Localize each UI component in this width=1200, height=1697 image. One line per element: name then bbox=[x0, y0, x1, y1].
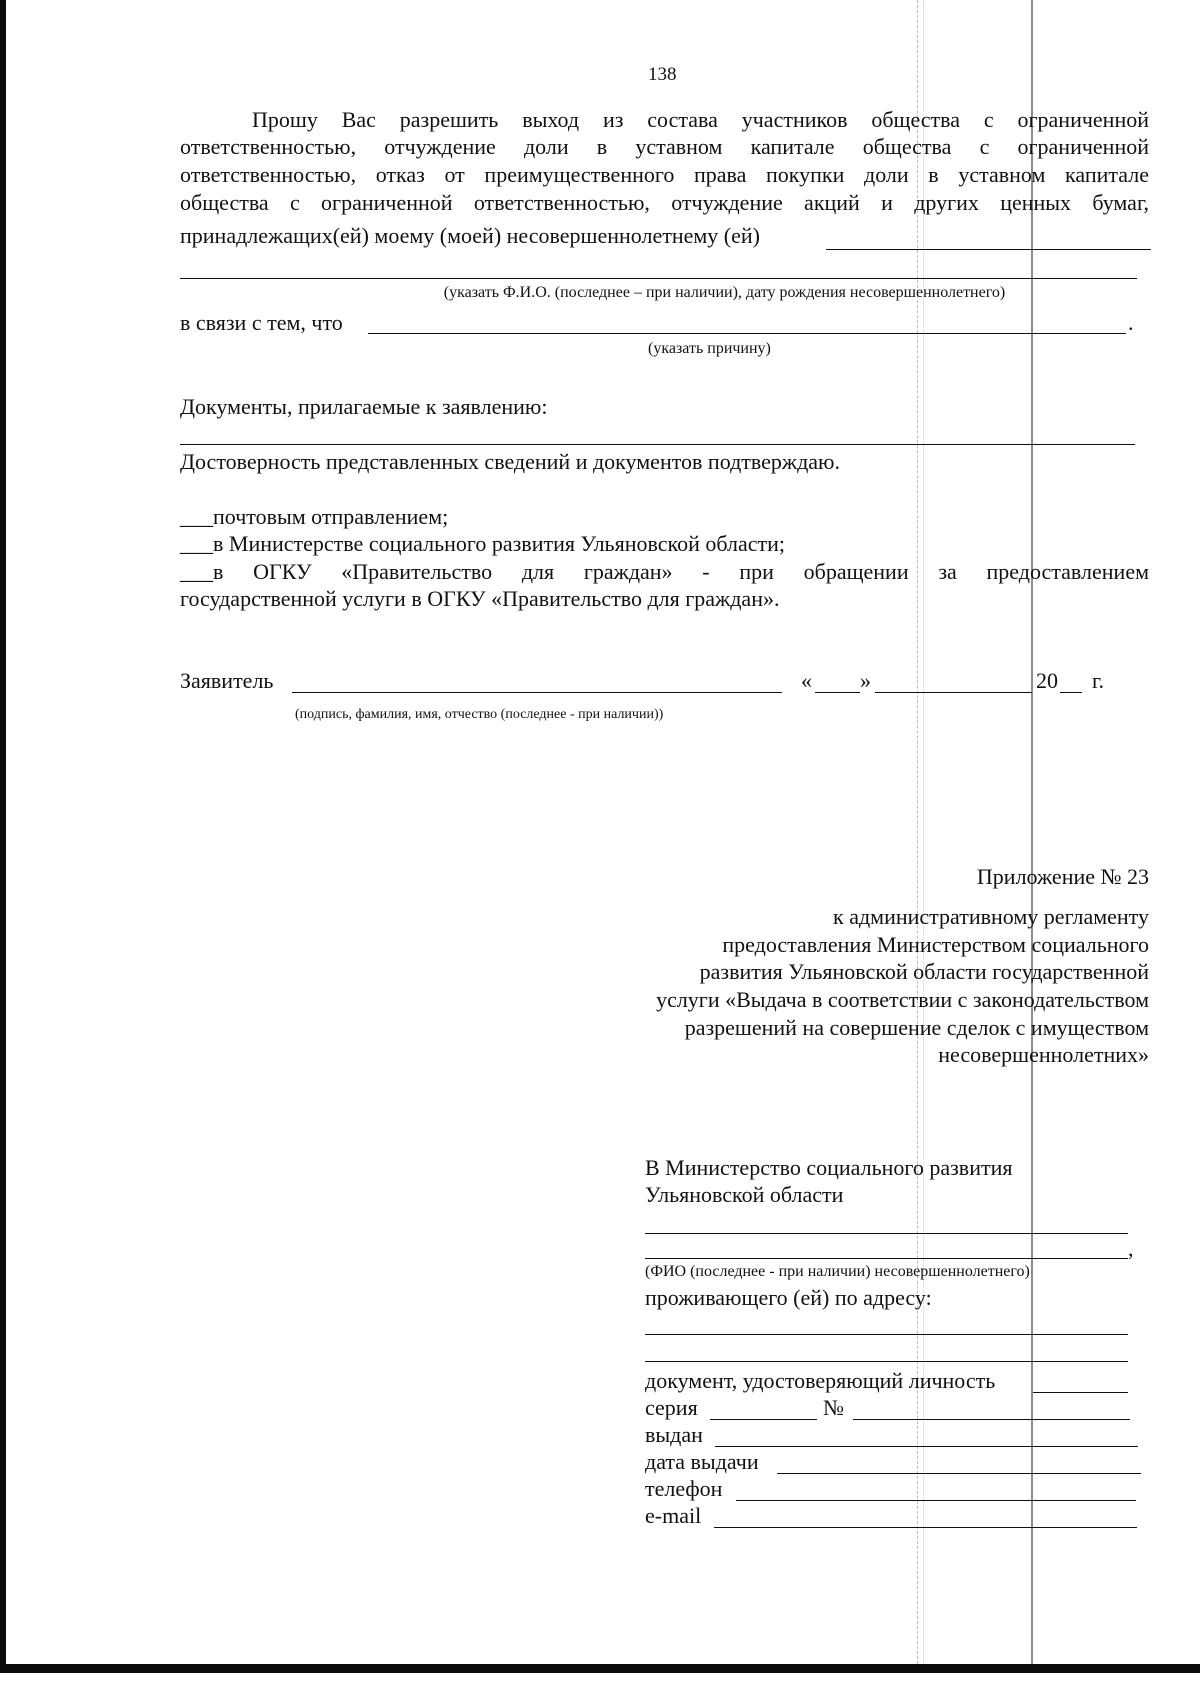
year-suffix: г. bbox=[1092, 668, 1105, 693]
year-blank[interactable] bbox=[1060, 692, 1082, 693]
fio-blank-2[interactable] bbox=[645, 1258, 1128, 1259]
signature-blank[interactable] bbox=[292, 692, 782, 693]
checkbox-blank[interactable]: ___ bbox=[180, 504, 213, 529]
documents-label: Документы, прилагаемые к заявлению: bbox=[180, 394, 548, 419]
series-label: серия bbox=[645, 1395, 698, 1420]
phone-blank[interactable] bbox=[736, 1500, 1136, 1501]
minor-name-blank[interactable] bbox=[826, 249, 1151, 250]
number-blank[interactable] bbox=[853, 1419, 1130, 1420]
delivery-option-mfc-line-2: государственной услуги в ОГКУ «Правительство для граждан». bbox=[180, 586, 780, 611]
reason-blank[interactable] bbox=[368, 333, 1126, 334]
scan-bottom-edge bbox=[0, 1664, 1200, 1673]
address-label: проживающего (ей) по адресу: bbox=[645, 1285, 932, 1310]
minor-hint: (указать Ф.И.О. (последнее – при наличии), дату рождения несовершеннолетнего) bbox=[443, 284, 1006, 301]
address-blank-1[interactable] bbox=[645, 1334, 1128, 1335]
number-label: № bbox=[823, 1395, 844, 1420]
request-line-1: Прошу Вас разрешить выход из состава участников общества с ограниченной bbox=[252, 107, 1149, 132]
appendix-line: несовершеннолетних» bbox=[938, 1042, 1149, 1067]
delivery-option-mfc[interactable]: ___ в ОГКУ «Правительство для граждан» - при обращении за предоставлением bbox=[180, 559, 1149, 584]
appendix-line: разрешений на совершение сделок с имуществом bbox=[684, 1015, 1149, 1040]
request-line-3: ответственностью, отказ от преимущественного права покупки доли в уставном капитале bbox=[180, 162, 1149, 187]
reason-label: в связи с тем, что bbox=[180, 310, 343, 335]
series-blank[interactable] bbox=[710, 1419, 817, 1420]
email-label: e-mail bbox=[645, 1503, 702, 1528]
scan-left-edge bbox=[0, 0, 6, 1672]
appendix-line: предоставления Министерством социального bbox=[722, 932, 1149, 957]
id-document-label: документ, удостоверяющий личность bbox=[645, 1368, 996, 1393]
appendix-line: услуги «Выдача в соответствии с законодательством bbox=[656, 987, 1149, 1012]
issued-blank[interactable] bbox=[715, 1446, 1138, 1447]
documents-blank[interactable] bbox=[180, 444, 1135, 445]
issue-date-blank[interactable] bbox=[777, 1473, 1141, 1474]
request-line-2: ответственностью, отчуждение доли в уставном капитале общества с ограниченной bbox=[180, 134, 1149, 159]
year-prefix: 20 bbox=[1036, 668, 1058, 693]
applicant-label: Заявитель bbox=[180, 668, 274, 693]
checkbox-blank[interactable]: ___ bbox=[180, 531, 213, 556]
phone-label: телефон bbox=[645, 1476, 723, 1501]
date-open-quote: « bbox=[801, 668, 812, 693]
appendix-line: к административному регламенту bbox=[833, 904, 1149, 929]
signature-hint: (подпись, фамилия, имя, отчество (последнее - при наличии)) bbox=[295, 707, 664, 722]
appendix-line: развития Ульяновской области государственной bbox=[699, 959, 1149, 984]
id-document-blank[interactable] bbox=[1033, 1392, 1128, 1393]
confirmation-text: Достоверность представленных сведений и документов подтверждаю. bbox=[180, 449, 840, 474]
date-close-quote: » bbox=[860, 668, 871, 693]
checkbox-blank[interactable]: ___ bbox=[180, 559, 213, 584]
minor-name-blank-2[interactable] bbox=[180, 278, 1137, 279]
page-number: 138 bbox=[648, 64, 677, 85]
request-line-5: принадлежащих(ей) моему (моей) несовершеннолетнему (ей) bbox=[180, 223, 760, 248]
issued-label: выдан bbox=[645, 1422, 703, 1447]
fio-comma: , bbox=[1128, 1236, 1134, 1261]
request-line-4: общества с ограниченной ответственностью, отчуждение акций и других ценных бумаг, bbox=[180, 190, 1149, 215]
issue-date-label: дата выдачи bbox=[645, 1449, 759, 1474]
fio-hint: (ФИО (последнее - при наличии) несовершеннолетнего) bbox=[645, 1263, 1030, 1280]
reason-end: . bbox=[1128, 310, 1134, 335]
address-blank-2[interactable] bbox=[645, 1361, 1128, 1362]
reason-hint: (указать причину) bbox=[648, 340, 771, 357]
delivery-option-post[interactable]: ___почтовым отправлением; bbox=[180, 504, 449, 529]
day-blank[interactable] bbox=[815, 692, 860, 693]
addressee-line-2: Ульяновской области bbox=[645, 1182, 844, 1207]
month-blank[interactable] bbox=[875, 692, 1032, 693]
delivery-option-ministry[interactable]: ___в Министерстве социального развития Ульяновской области; bbox=[180, 531, 785, 556]
appendix-title: Приложение № 23 bbox=[976, 864, 1149, 889]
email-blank[interactable] bbox=[714, 1527, 1137, 1528]
fio-blank-1[interactable] bbox=[645, 1233, 1128, 1234]
addressee-line-1: В Министерство социального развития bbox=[645, 1155, 1013, 1180]
